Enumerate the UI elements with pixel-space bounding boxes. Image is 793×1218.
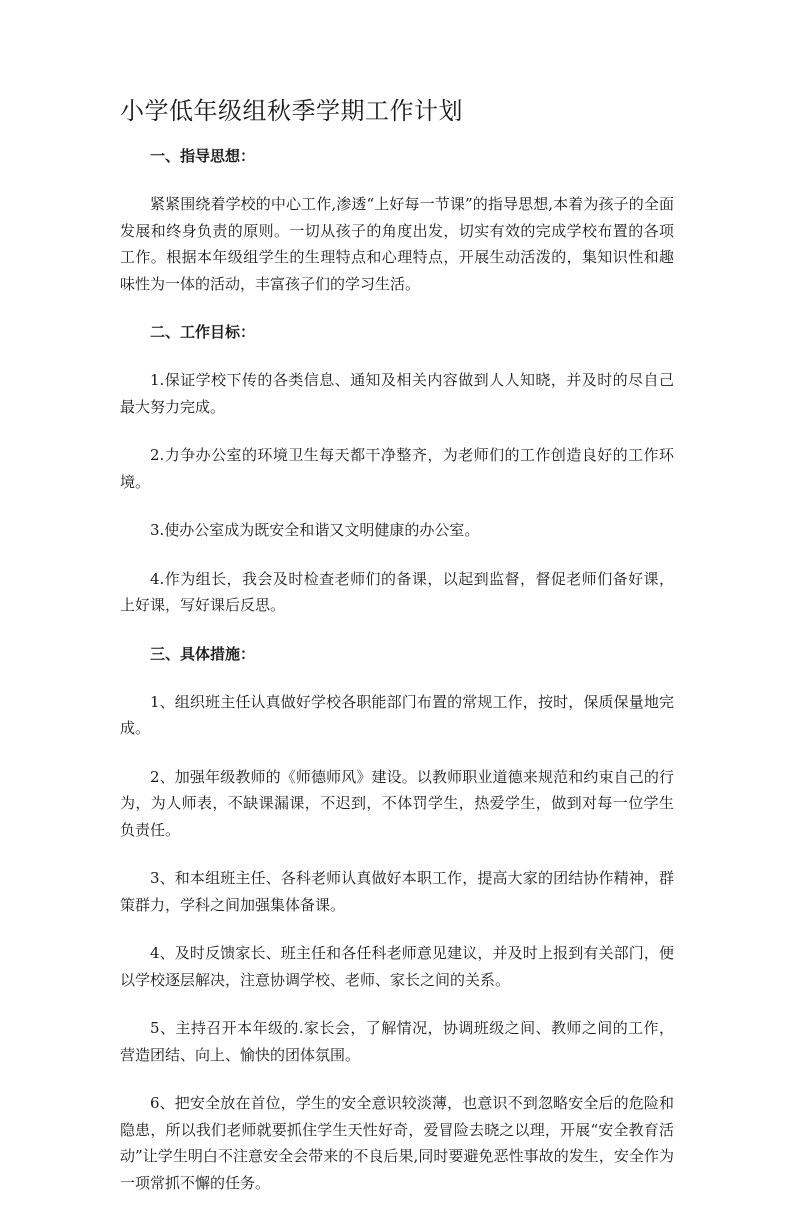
paragraph: 4、及时反馈家长、班主任和各任科老师意见建议，并及时上报到有关部门，便以学校逐层解决，注意协调学校、老师、家长之间的关系。	[120, 944, 674, 989]
paragraph: 紧紧围绕着学校的中心工作,渗透“上好每一节课”的指导思想,本着为孩子的全面发展和终身负责的原则。一切从孩子的角度出发，切实有效的完成学校布置的各项工作。根据本年级组学生的生理特点和心理特点，开展生动活泼的，集知识性和趣味性为一体的活动，丰富孩子们的学习生活。	[120, 195, 674, 293]
paragraph: 6、把安全放在首位，学生的安全意识较淡薄，也意识不到忽略安全后的危险和隐患，所以我们老师就要抓住学生天性好奇，爱冒险去晓之以理，开展“安全教育活动”让学生明白不注意安全会带来的不良后果,同时要避免恶性事故的发生，安全作为一项常抓不懈的任务。	[120, 1094, 674, 1192]
section-heading: 二、工作目标：	[150, 323, 256, 341]
document-body	[120, 143, 674, 1218]
paragraph: 1、组织班主任认真做好学校各职能部门布置的常规工作，按时，保质保量地完成。	[120, 692, 674, 737]
paragraph: 2、加强年级教师的《师德师风》建设。以教师职业道德来规范和约束自己的行为，为人师表，不缺课漏课，不迟到，不体罚学生，热爱学生，做到对每一位学生负责任。	[120, 767, 674, 839]
paragraph: 5、主持召开本年级的.家长会，了解情况，协调班级之间、教师之间的工作，营造团结、向上、愉快的团体氛围。	[120, 1019, 674, 1064]
section-heading: 三、具体措施：	[150, 644, 256, 663]
section-heading: 一、指导思想：	[150, 147, 256, 165]
paragraph: 1.保证学校下传的各类信息、通知及相关内容做到人人知晓，并及时的尽自己最大努力完成。	[120, 371, 674, 416]
section-guiding-ideology	[120, 143, 674, 297]
document-title: 小学低年级组秋季学期工作计划	[120, 97, 463, 125]
paragraph: 3、和本组班主任、各科老师认真做好本职工作，提高大家的团结协作精神，群策群力，学科之间加强集体备课。	[120, 869, 674, 914]
paragraph: 2.力争办公室的环境卫生每天都干净整齐，为老师们的工作创造良好的工作环境。	[120, 446, 674, 491]
section-work-goals	[120, 319, 674, 619]
paragraph: 3.使办公室成为既安全和谐又文明健康的办公室。	[150, 521, 480, 539]
section-specific-measures	[120, 641, 674, 1197]
paragraph: 4.作为组长，我会及时检查老师们的备课，以起到监督，督促老师们备好课，上好课，写好课后反思。	[120, 569, 674, 614]
